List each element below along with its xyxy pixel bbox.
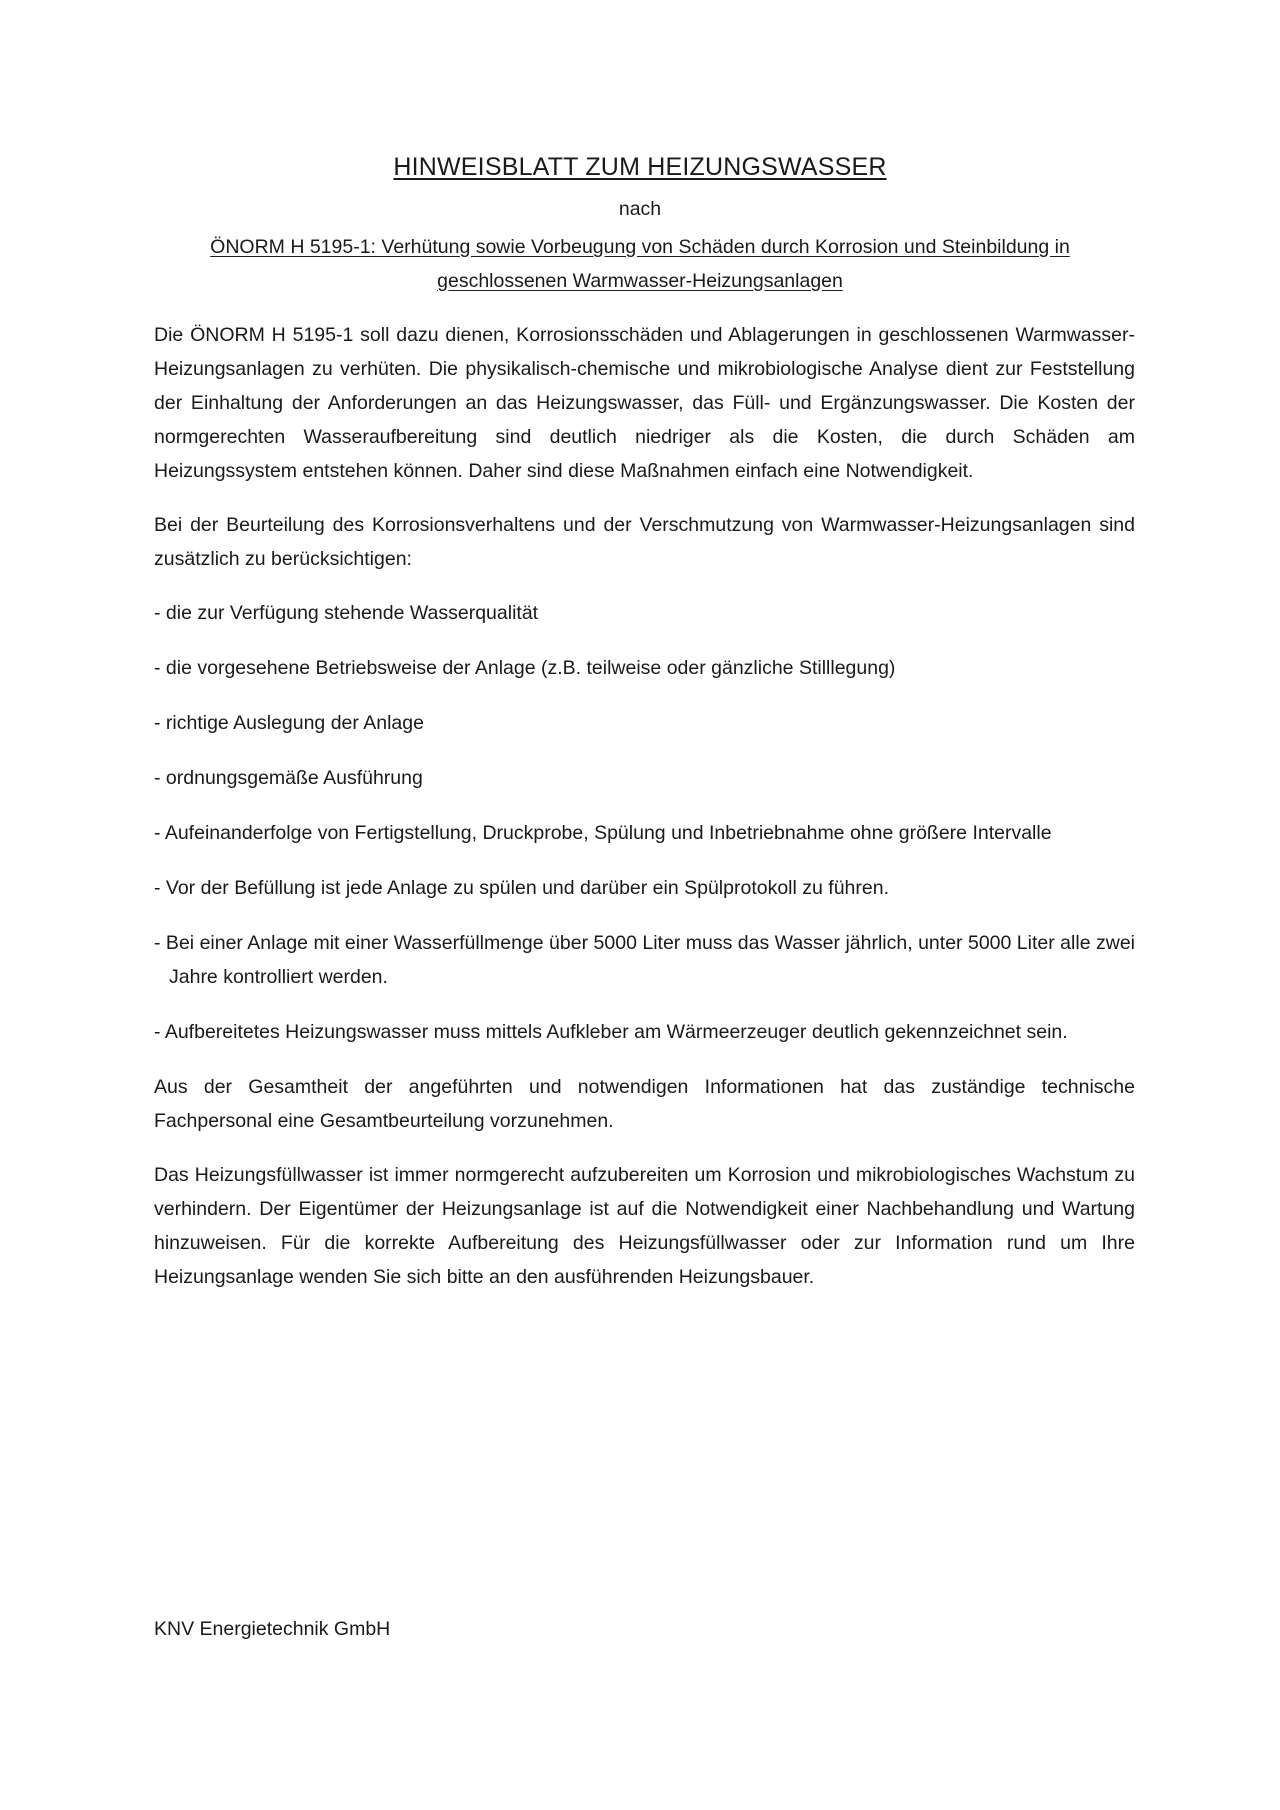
- intro-paragraph: Die ÖNORM H 5195-1 soll dazu dienen, Korrosionsschäden und Ablagerungen in geschlossenen Warmwasser-Heizungsanlagen zu verhüten. Die physikalisch-chemische und mikrobiologische Analyse dient zur Feststellung der Einhaltung der Anforderungen an das Heizungswasser, das Füll- und Ergänzungswasser. Die Kosten der normgerechten Wasseraufbereitung sind deutlich niedriger als die Kosten, die durch Schäden am Heizungssystem entstehen können. Daher sind diese Maßnahmen einfach eine Notwendigkeit.: [154, 324, 1135, 482]
- list-item: - Aufeinanderfolge von Fertigstellung, Druckprobe, Spülung und Inbetriebnahme ohne größere Intervalle: [154, 822, 1052, 844]
- document-subtitle: nach: [618, 198, 662, 220]
- list-item: - Bei einer Anlage mit einer Wasserfüllmenge über 5000 Liter muss das Wasser jährlich, unter 5000 Liter alle zwei Jahre kontrolliert werden.: [154, 932, 1135, 988]
- consideration-list: [154, 596, 1135, 1049]
- overall-paragraph: Aus der Gesamtheit der angeführten und notwendigen Informationen hat das zuständige technische Fachpersonal eine Gesamtbeurteilung vorzunehmen.: [154, 1076, 1135, 1132]
- document-title: HINWEISBLATT ZUM HEIZUNGSWASSER: [393, 153, 887, 181]
- list-item: - richtige Auslegung der Anlage: [154, 712, 424, 734]
- list-item: - Vor der Befüllung ist jede Anlage zu spülen und darüber ein Spülprotokoll zu führen.: [154, 877, 889, 899]
- norm-reference: ÖNORM H 5195-1: Verhütung sowie Vorbeugung von Schäden durch Korrosion und Steinbildung in geschlossenen Warmwasser-Heizungsanlagen: [210, 236, 1070, 292]
- closing-paragraph: Das Heizungsfüllwasser ist immer normgerecht aufzubereiten um Korrosion und mikrobiologisches Wachstum zu verhindern. Der Eigentümer der Heizungsanlage ist auf die Notwendigkeit einer Nachbehandlung und Wartung hinzuweisen. Für die korrekte Aufbereitung des Heizungsfüllwasser oder zur Information rund um Ihre Heizungsanlage wenden Sie sich bitte an den ausführenden Heizungsbauer.: [154, 1164, 1135, 1288]
- company-name: KNV Energietechnik GmbH: [154, 1618, 391, 1640]
- assessment-paragraph: Bei der Beurteilung des Korrosionsverhaltens und der Verschmutzung von Warmwasser-Heizungsanlagen sind zusätzlich zu berücksichtigen:: [154, 514, 1135, 570]
- document-body: [154, 318, 1135, 1314]
- list-item: - Aufbereitetes Heizungswasser muss mittels Aufkleber am Wärmeerzeuger deutlich gekennzeichnet sein.: [154, 1021, 1068, 1043]
- list-item: - die vorgesehene Betriebsweise der Anlage (z.B. teilweise oder gänzliche Stilllegung): [154, 657, 896, 679]
- list-item: - die zur Verfügung stehende Wasserqualität: [154, 602, 539, 624]
- list-item: - ordnungsgemäße Ausführung: [154, 767, 423, 789]
